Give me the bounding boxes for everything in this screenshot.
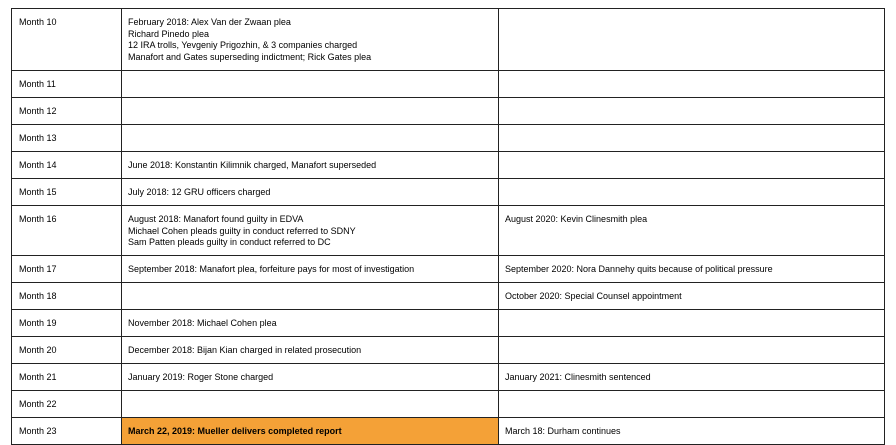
event-line: September 2020: Nora Dannehy quits because of political pressure [505,264,773,274]
mueller-events-cell [122,337,499,364]
durham-events-cell [499,391,885,418]
month-label: Month 14 [19,160,57,170]
mueller-events-cell [122,9,499,71]
table-row [12,179,885,206]
mueller-events-cell [122,152,499,179]
month-cell [12,283,122,310]
durham-events-cell [499,418,885,445]
event-line: November 2018: Michael Cohen plea [128,318,277,328]
event-line: Manafort and Gates superseding indictment; Rick Gates plea [128,51,372,62]
event-line: March 22, 2019: Mueller delivers completed report [128,426,342,436]
month-label: Month 11 [19,79,56,89]
event-line: July 2018: 12 GRU officers charged [128,187,271,197]
month-label: Month 12 [19,106,57,116]
mueller-events-cell [122,256,499,283]
event-line: June 2018: Konstantin Kilimnik charged, Manafort superseded [128,160,377,170]
mueller-events-cell [122,364,499,391]
durham-events-cell [499,337,885,364]
mueller-events-cell [122,125,499,152]
table-row [12,206,885,256]
mueller-events-cell [122,310,499,337]
event-line: Richard Pinedo plea [128,28,210,39]
table-row [12,71,885,98]
table-row [12,364,885,391]
durham-events-cell [499,71,885,98]
month-cell [12,418,122,445]
durham-events-cell [499,98,885,125]
event-line: February 2018: Alex Van der Zwaan plea [128,17,291,27]
month-cell [12,71,122,98]
durham-events-cell [499,9,885,71]
event-line: October 2020: Special Counsel appointment [505,291,682,301]
event-line: December 2018: Bijan Kian charged in related prosecution [128,345,362,355]
month-cell [12,364,122,391]
month-label: Month 15 [19,187,57,197]
month-label: Month 23 [19,426,57,436]
month-cell [12,256,122,283]
durham-events-cell [499,125,885,152]
month-label: Month 18 [19,291,57,301]
month-label: Month 13 [19,133,57,143]
mueller-events-cell [122,71,499,98]
durham-events-cell [499,283,885,310]
month-label: Month 10 [19,17,57,27]
mueller-events-cell [122,391,499,418]
month-cell [12,310,122,337]
table-row [12,391,885,418]
event-line: August 2020: Kevin Clinesmith plea [505,214,648,224]
mueller-events-cell [122,179,499,206]
month-label: Month 20 [19,345,57,355]
event-line: September 2018: Manafort plea, forfeiture pays for most of investigation [128,264,415,274]
month-label: Month 17 [19,264,57,274]
month-label: Month 19 [19,318,57,328]
month-label: Month 21 [19,372,57,382]
event-line: 12 IRA trolls, Yevgeniy Prigozhin, & 3 companies charged [128,40,358,50]
table-row [12,256,885,283]
table-row [12,310,885,337]
table-row [12,152,885,179]
month-cell [12,391,122,418]
month-cell [12,337,122,364]
event-line: Sam Patten pleads guilty in conduct referred to DC [128,237,331,247]
table-row [12,125,885,152]
table-row [12,283,885,310]
month-cell [12,125,122,152]
month-label: Month 22 [19,399,57,409]
table-row [12,9,885,71]
mueller-events-cell [122,283,499,310]
event-line: Michael Cohen pleads guilty in conduct referred to SDNY [128,225,356,236]
month-cell [12,179,122,206]
month-cell [12,9,122,71]
month-cell [12,98,122,125]
durham-events-cell [499,179,885,206]
table-row [12,418,885,445]
mueller-events-cell [122,206,499,256]
month-label: Month 16 [19,214,57,224]
event-line: March 18: Durham continues [505,426,621,436]
table-row [12,337,885,364]
mueller-events-cell [122,98,499,125]
event-line: January 2021: Clinesmith sentenced [505,372,651,382]
highlighted-event-cell [122,418,499,445]
event-line: August 2018: Manafort found guilty in EDVA [128,214,304,224]
durham-events-cell [499,256,885,283]
durham-events-cell [499,310,885,337]
durham-events-cell [499,152,885,179]
durham-events-cell [499,364,885,391]
event-line: January 2019: Roger Stone charged [128,372,274,382]
timeline-table-body [12,9,885,445]
table-row [12,98,885,125]
timeline-table [11,8,885,445]
durham-events-cell [499,206,885,256]
month-cell [12,206,122,256]
month-cell [12,152,122,179]
